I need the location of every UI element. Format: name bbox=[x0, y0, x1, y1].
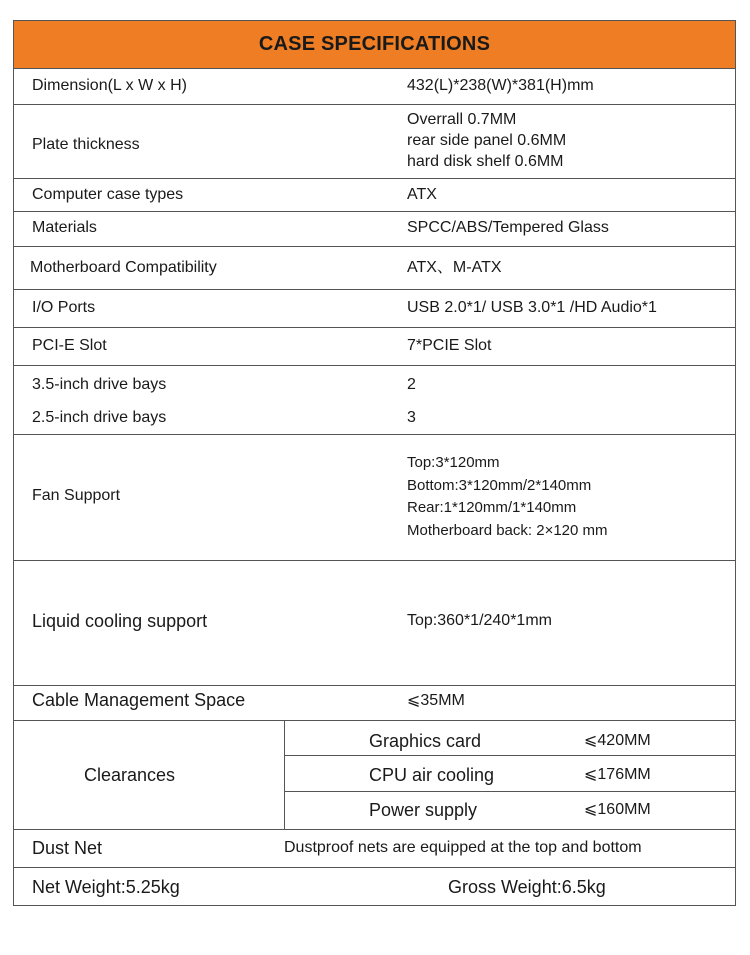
clearance-cpu-cooling-value: ⩽176MM bbox=[584, 766, 651, 783]
row-divider bbox=[14, 327, 735, 328]
liquid-cooling-value: Top:360*1/240*1mm bbox=[407, 612, 552, 629]
column-divider bbox=[284, 720, 285, 829]
motherboard-value: ATX、M-ATX bbox=[407, 259, 502, 276]
dust-net-label: Dust Net bbox=[32, 838, 103, 858]
row-divider bbox=[14, 246, 735, 247]
row-divider bbox=[14, 867, 735, 868]
case-type-label: Computer case types bbox=[32, 186, 184, 203]
row-divider bbox=[284, 791, 735, 792]
row-divider bbox=[14, 211, 735, 212]
dimension-value: 432(L)*238(W)*381(H)mm bbox=[407, 77, 594, 94]
io-ports-label: I/O Ports bbox=[32, 299, 96, 316]
io-ports-value: USB 2.0*1/ USB 3.0*1 /HD Audio*1 bbox=[407, 299, 657, 316]
bay-35-label: 3.5-inch drive bays bbox=[32, 376, 167, 393]
clearance-power-supply-label: Power supply bbox=[369, 800, 478, 820]
clearances-label: Clearances bbox=[84, 765, 176, 785]
materials-value: SPCC/ABS/Tempered Glass bbox=[407, 219, 609, 236]
fan-top: Top:3*120mm bbox=[407, 454, 500, 471]
plate-thickness-hdd: hard disk shelf 0.6MM bbox=[407, 153, 564, 170]
row-divider bbox=[14, 365, 735, 366]
row-divider bbox=[14, 720, 735, 721]
row-divider bbox=[14, 178, 735, 179]
row-divider bbox=[14, 560, 735, 561]
cable-management-value: ⩽35MM bbox=[407, 692, 465, 709]
fan-support-label: Fan Support bbox=[32, 487, 121, 504]
bay-35-value: 2 bbox=[407, 376, 416, 393]
bay-25-label: 2.5-inch drive bays bbox=[32, 409, 167, 426]
plate-thickness-overall: Overrall 0.7MM bbox=[407, 111, 517, 128]
pcie-value: 7*PCIE Slot bbox=[407, 337, 492, 354]
gross-weight: Gross Weight:6.5kg bbox=[448, 877, 606, 897]
plate-thickness-values bbox=[407, 109, 566, 172]
pcie-label: PCI-E Slot bbox=[32, 337, 107, 354]
case-type-value: ATX bbox=[407, 186, 437, 203]
fan-rear: Rear:1*120mm/1*140mm bbox=[407, 499, 577, 516]
row-divider bbox=[14, 829, 735, 830]
row-divider bbox=[14, 104, 735, 105]
clearance-cpu-cooling-label: CPU air cooling bbox=[369, 765, 495, 785]
plate-thickness-rear: rear side panel 0.6MM bbox=[407, 132, 567, 149]
table-header bbox=[14, 21, 735, 68]
cable-management-label: Cable Management Space bbox=[32, 690, 246, 710]
clearance-power-supply-value: ⩽160MM bbox=[584, 801, 651, 818]
clearance-graphics-card-label: Graphics card bbox=[369, 731, 482, 751]
bay-25-value: 3 bbox=[407, 409, 416, 426]
clearance-graphics-card-value: ⩽420MM bbox=[584, 732, 651, 749]
row-divider bbox=[14, 434, 735, 435]
row-divider bbox=[14, 685, 735, 686]
plate-thickness-label: Plate thickness bbox=[32, 136, 140, 153]
specifications-table bbox=[13, 20, 736, 906]
fan-motherboard-back: Motherboard back: 2×120 mm bbox=[407, 521, 608, 539]
fan-support-values bbox=[407, 452, 608, 542]
dimension-label: Dimension(L x W x H) bbox=[32, 77, 187, 94]
dust-net-value: Dustproof nets are equipped at the top and bottom bbox=[284, 839, 642, 856]
row-divider bbox=[14, 289, 735, 290]
net-weight: Net Weight:5.25kg bbox=[32, 877, 180, 897]
materials-label: Materials bbox=[32, 219, 97, 236]
row-divider bbox=[14, 68, 735, 69]
liquid-cooling-label: Liquid cooling support bbox=[32, 611, 208, 631]
table-title: CASE SPECIFICATIONS bbox=[258, 33, 491, 55]
motherboard-label: Motherboard Compatibility bbox=[30, 259, 217, 276]
fan-bottom: Bottom:3*120mm/2*140mm bbox=[407, 476, 592, 494]
row-divider bbox=[284, 755, 735, 756]
